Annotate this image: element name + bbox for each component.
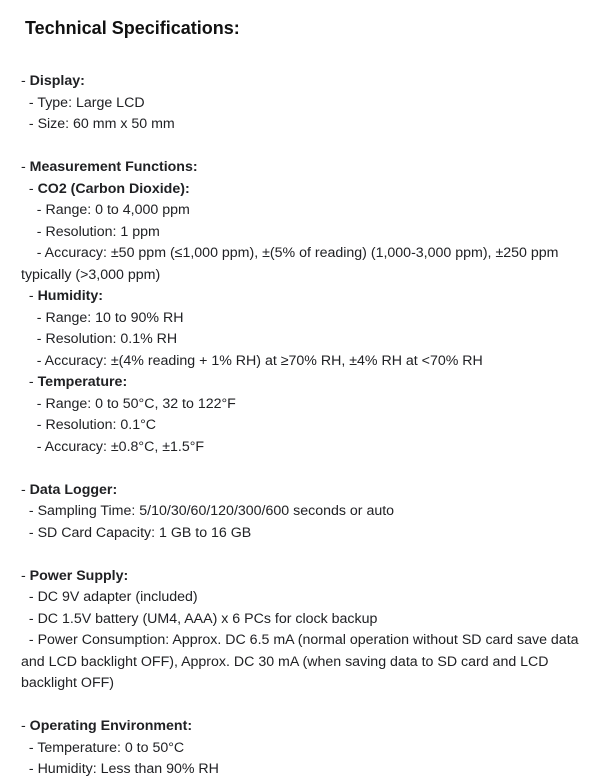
section-heading-display: Display: — [29, 73, 85, 89]
section-heading-data-logger: Data Logger: — [29, 481, 118, 498]
spec-item: - Range: 10 to 90% RH — [21, 309, 184, 326]
environment-humidity: Humidity: Less than 90% RH — [37, 761, 219, 777]
spec-item: - DC 1.5V battery (UM4, AAA) x 6 PCs for clock backup — [21, 610, 378, 627]
spacer — [21, 136, 595, 158]
co2-accuracy: Accuracy: ±50 ppm (≤1,000 ppm), ±(5% of reading) (1,000-3,000 ppm), ±250 ppm typically (>3,000 ppm) — [21, 245, 563, 283]
spacer — [21, 544, 595, 566]
section-heading-measurement: Measurement Functions: — [29, 159, 198, 175]
spacer — [21, 695, 595, 717]
section-display: - Display: — [21, 73, 85, 89]
humidity-accuracy: Accuracy: ±(4% reading + 1% RH) at ≥70% RH, ±4% RH at <70% RH — [44, 352, 483, 369]
temperature-resolution: Resolution: 0.1°C — [45, 417, 157, 433]
section-measurement: - Measurement Functions: — [21, 159, 198, 175]
section-heading-power: Power Supply: — [29, 567, 129, 584]
spec-item: - Temperature: 0 to 50°C — [21, 739, 185, 756]
spacer — [21, 458, 595, 480]
display-size: Size: 60 mm x 50 mm — [37, 116, 175, 132]
section-heading-environment: Operating Environment: — [29, 718, 193, 734]
subsection-heading-co2: CO2 (Carbon Dioxide): — [37, 180, 190, 197]
subsection-heading-temperature: Temperature: — [37, 374, 128, 390]
subsection-heading-humidity: Humidity: — [37, 288, 103, 304]
spec-item: - Resolution: 1 ppm — [21, 223, 160, 240]
subsection-humidity: - Humidity: — [21, 288, 103, 304]
section-power: - Power Supply: — [21, 567, 129, 584]
display-type: Type: Large LCD — [37, 94, 145, 111]
spec-item: - Resolution: 0.1% RH — [21, 331, 178, 347]
temperature-accuracy: Accuracy: ±0.8°C, ±1.5°F — [44, 438, 205, 455]
logger-sampling: Sampling Time: 5/10/30/60/120/300/600 seconds or auto — [37, 503, 395, 519]
co2-range: Range: 0 to 4,000 ppm — [45, 202, 190, 218]
spec-item: - Range: 0 to 50°C, 32 to 122°F — [21, 395, 236, 412]
spec-item: - Sampling Time: 5/10/30/60/120/300/600 seconds or auto — [21, 503, 395, 519]
temperature-range: Range: 0 to 50°C, 32 to 122°F — [45, 395, 236, 412]
spec-item: - Accuracy: ±0.8°C, ±1.5°F — [21, 438, 205, 455]
spec-item: - Humidity: Less than 90% RH — [21, 761, 219, 777]
section-data-logger: - Data Logger: — [21, 481, 118, 498]
humidity-range: Range: 10 to 90% RH — [45, 309, 184, 326]
spec-item: - SD Card Capacity: 1 GB to 16 GB — [21, 524, 252, 541]
environment-temperature: Temperature: 0 to 50°C — [37, 739, 185, 756]
spec-list — [21, 71, 595, 781]
spec-item: - Accuracy: ±(4% reading + 1% RH) at ≥70% RH, ±4% RH at <70% RH — [21, 352, 483, 369]
spec-item: - Range: 0 to 4,000 ppm — [21, 202, 190, 218]
power-adapter: DC 9V adapter (included) — [37, 589, 198, 605]
spec-item: - DC 9V adapter (included) — [21, 589, 198, 605]
page-title: Technical Specifications: — [25, 18, 240, 38]
co2-resolution: Resolution: 1 ppm — [45, 223, 160, 240]
spec-item: - Resolution: 0.1°C — [21, 417, 157, 433]
spec-item: - Accuracy: ±50 ppm (≤1,000 ppm), ±(5% of reading) (1,000-3,000 ppm), ±250 ppm typically (>3,000 ppm) — [21, 245, 563, 283]
humidity-resolution: Resolution: 0.1% RH — [45, 331, 178, 347]
spec-item: - Power Consumption: Approx. DC 6.5 mA (normal operation without SD card save data and LCD backlight OFF), Approx. DC 30 mA (when saving data to SD card and LCD backlight OFF) — [21, 632, 583, 691]
logger-sd-card: SD Card Capacity: 1 GB to 16 GB — [37, 524, 252, 541]
section-environment: - Operating Environment: — [21, 718, 193, 734]
power-battery: DC 1.5V battery (UM4, AAA) x 6 PCs for clock backup — [37, 610, 378, 627]
spec-item: - Type: Large LCD — [21, 94, 145, 111]
spec-item: - Size: 60 mm x 50 mm — [21, 116, 175, 132]
subsection-co2: - CO2 (Carbon Dioxide): — [21, 180, 190, 197]
subsection-temperature: - Temperature: — [21, 374, 128, 390]
power-consumption: Power Consumption: Approx. DC 6.5 mA (normal operation without SD card save data and LCD backlight OFF), Approx. DC 30 mA (when saving data to SD card and LCD backlight OFF) — [21, 632, 583, 691]
